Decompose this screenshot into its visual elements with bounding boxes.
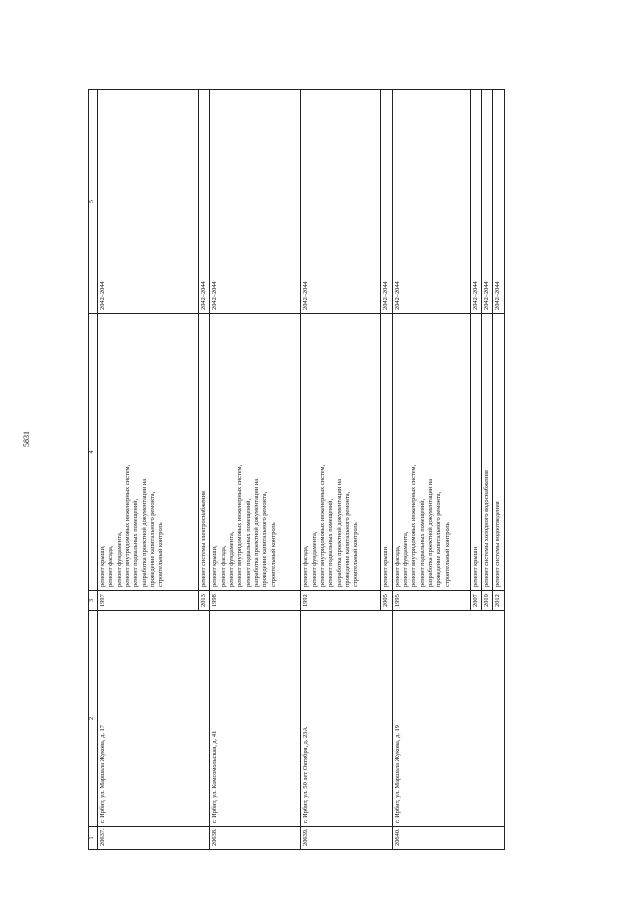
period-cell: 2042–2044 (481, 90, 492, 314)
year-cell: 1997 (98, 591, 199, 611)
repair-schedule-table (88, 89, 505, 850)
works-cell: ремонт системы электроснабжения (199, 314, 210, 591)
works-cell: ремонт системы водоотведения (493, 314, 504, 591)
period-cell: 2042–2044 (392, 90, 470, 314)
year-cell: 2005 (381, 591, 392, 611)
row-number: 20637. (98, 827, 210, 850)
table-body (98, 90, 505, 850)
header-row (89, 90, 98, 850)
table-row (392, 90, 470, 850)
row-number: 20638. (210, 827, 301, 850)
works-cell: ремонт крыши (381, 314, 392, 591)
works-cell: ремонт фасада, ремонт фундамента, ремонт внутридомовых инженерных систем, ремонт подвальных помещений, разработка проектной документации на проведение капитального ремонта, строительный контроль (392, 314, 470, 591)
year-cell: 2007 (470, 591, 481, 611)
header-cell-year: 3 (89, 591, 98, 611)
year-cell: 2010 (481, 591, 492, 611)
period-cell: 2042–2044 (470, 90, 481, 314)
period-cell: 2042–2044 (381, 90, 392, 314)
table-row (210, 90, 301, 850)
table-row (98, 90, 199, 850)
header-cell-address: 2 (89, 611, 98, 827)
table-row (301, 90, 381, 850)
year-cell: 1998 (210, 591, 301, 611)
row-number: 20640. (392, 827, 504, 850)
works-cell: ремонт фасада, ремонт фундамента, ремонт внутридомовых инженерных систем, ремонт подвальных помещений, разработка проектной документации на проведение капитального ремонта, строительный контроль (301, 314, 381, 591)
address-cell: г. Ирбит, ул. Комсомольская, д. 41 (210, 611, 301, 827)
year-cell: 2012 (493, 591, 504, 611)
works-cell: ремонт крыши, ремонт фасада, ремонт фундамента, ремонт внутридомовых инженерных систем, ремонт подвальных помещений, разработка проектной документации на проведение капитального ремонта, строительный контроль (210, 314, 301, 591)
header-cell-period: 5 (89, 90, 98, 314)
period-cell: 2042–2044 (199, 90, 210, 314)
row-number: 20639. (301, 827, 392, 850)
header-cell-works: 4 (89, 314, 98, 591)
period-cell: 2042–2044 (210, 90, 301, 314)
page-number: 5831 (22, 431, 31, 447)
address-cell: г. Ирбит, ул. Маршала Жукова, д. 19 (392, 611, 504, 827)
address-cell: г. Ирбит, ул. 50 лет Октября, д. 23А (301, 611, 392, 827)
works-cell: ремонт крыши, ремонт фасада, ремонт фундамента, ремонт внутридомовых инженерных систем, ремонт подвальных помещений, разработка проектной документации на проведение капитального ремонта, строительный контроль (98, 314, 199, 591)
year-cell: 1995 (392, 591, 470, 611)
year-cell: 1992 (301, 591, 381, 611)
period-cell: 2042–2044 (98, 90, 199, 314)
period-cell: 2042–2044 (301, 90, 381, 314)
document-page (88, 90, 535, 850)
year-cell: 2013 (199, 591, 210, 611)
period-cell: 2042–2044 (493, 90, 504, 314)
header-cell-num: 1 (89, 827, 98, 850)
works-cell: ремонт крыши (470, 314, 481, 591)
table-header (89, 90, 98, 850)
works-cell: ремонт системы холодного водоснабжения (481, 314, 492, 591)
address-cell: г. Ирбит, ул. Маршала Жукова, д. 17 (98, 611, 210, 827)
